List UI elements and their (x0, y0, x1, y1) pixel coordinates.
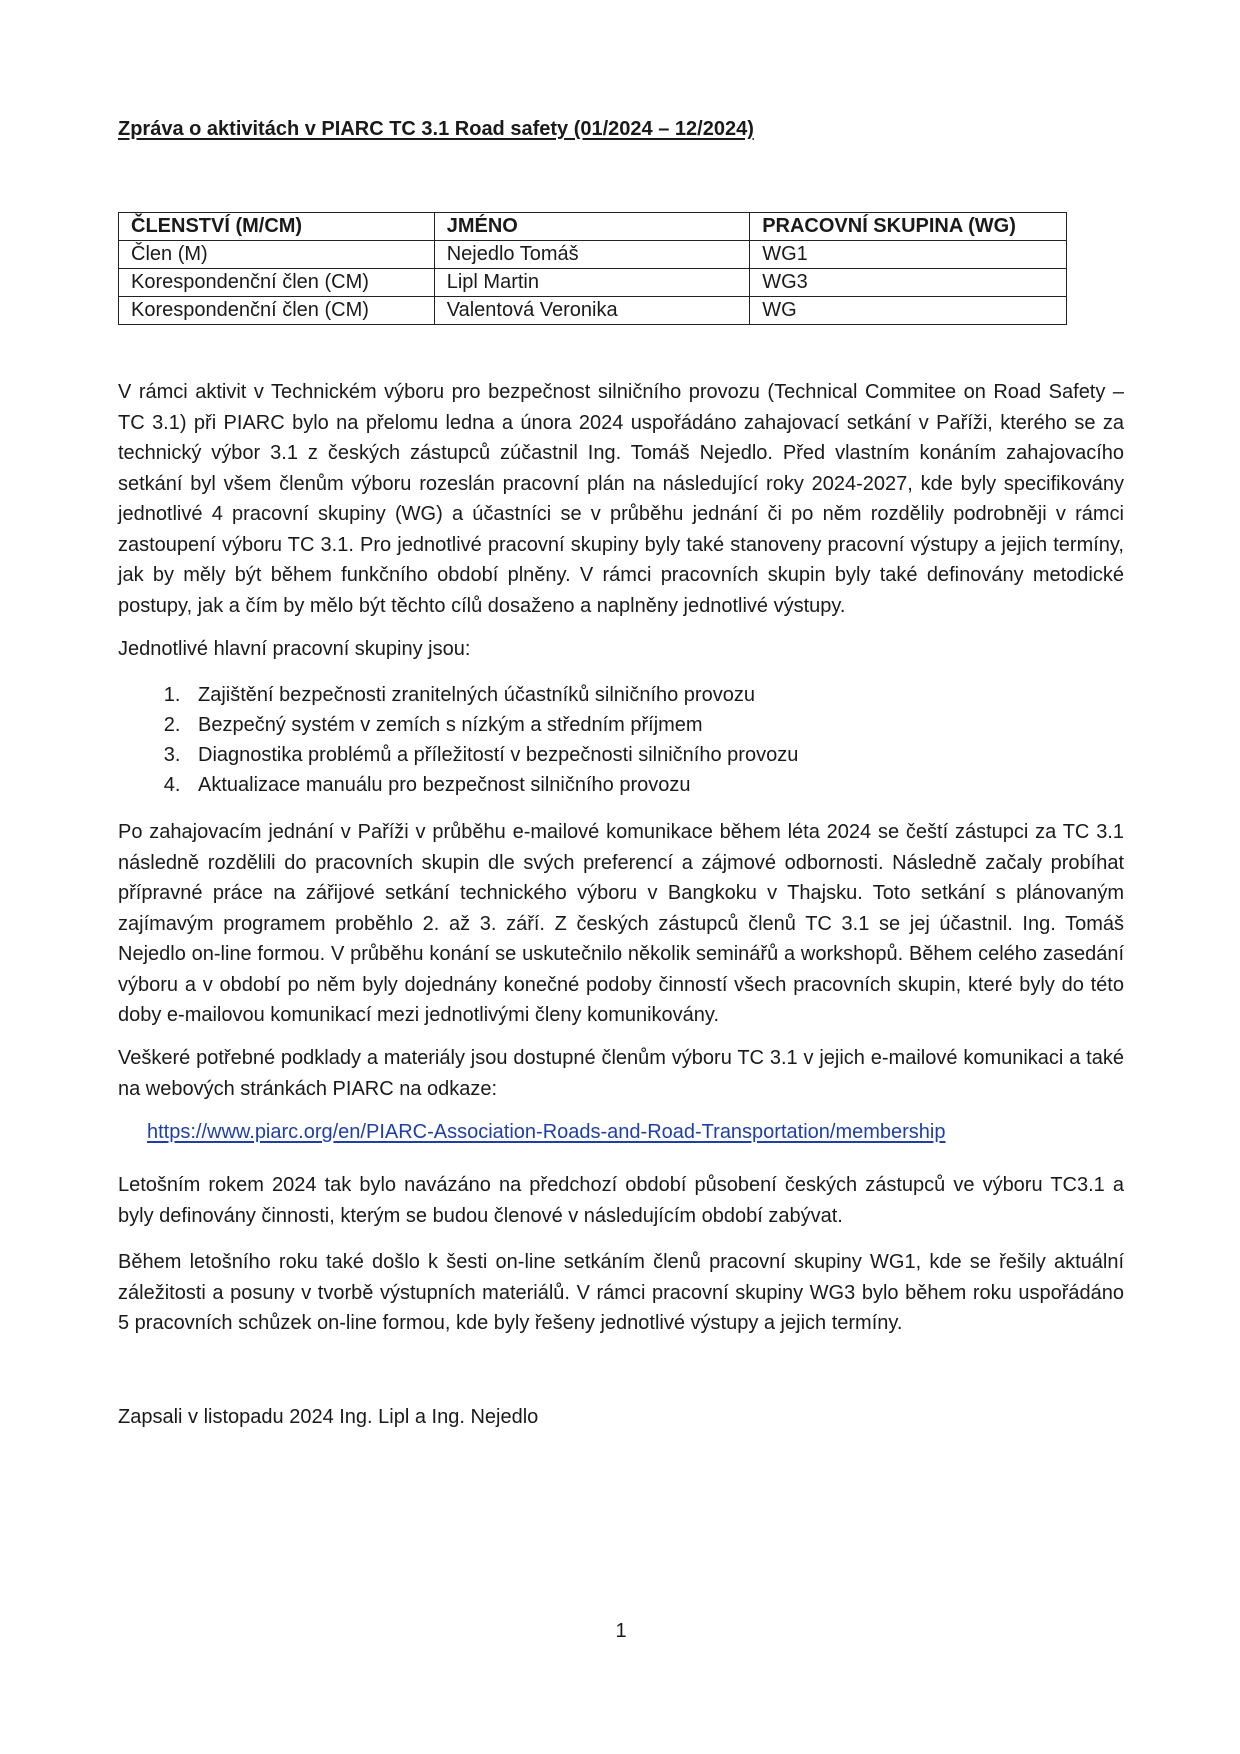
intro-paragraph: V rámci aktivit v Technickém výboru pro bezpečnost silničního provozu (Technical Commitee on Road Safety – TC 3.1) při PIARC bylo na přelomu ledna a února 2024 uspořádáno zahajovací setkání v Paříži, kterého se za technický výbor 3.1 z českých zástupců zúčastnil Ing. Tomáš Nejedlo. Před vlastním konáním zahajovacího setkání byl všem členům výboru rozeslán pracovní plán na následující roky 2024-2027, kde byly specifikovány jednotlivé 4 pracovní skupiny (WG) a účastníci se v průběhu jednání či po něm rozdělily podrobněji v rámci zastoupení výboru TC 3.1. Pro jednotlivé pracovní skupiny byly také stanoveny pracovní výstupy a jejich termíny, jak by měly být během funkčního období plněny. V rámci pracovních skupin byly také definovány metodické postupy, jak a čím by mělo být těchto cílů dosaženo a naplněny jednotlivé výstupy. (118, 381, 1124, 617)
cell-working-group: WG1 (750, 241, 1067, 269)
paris-paragraph: Po zahajovacím jednání v Paříži v průběhu e-mailové komunikace během léta 2024 se čeští zástupci za TC 3.1 následně rozdělili do pracovních skupin dle svých preferencí a zájmové odbornosti. Následně začaly probíhat přípravné práce na zářijové setkání technického výboru v Bangkoku v Thajsku. Toto setkání s plánovaným zajímavým programem proběhlo 2. až 3. září. Z českých zástupců členů TC 3.1 se jej účastnil. Ing. Tomáš Nejedlo on-line formou. V průběhu konání se uskutečnilo několik seminářů a workshopů. Během celého zasedání výboru a v období po něm byly dojednány konečné podoby činností všech pracovních skupin, které byly do této doby e-mailovou komunikací mezi jednotlivými členy komunikovány. (118, 821, 1124, 1026)
table-row (119, 269, 1067, 297)
cell-name: Nejedlo Tomáš (434, 241, 749, 269)
list-item: 2. Bezpečný systém v zemích s nízkým a středním příjmem (186, 710, 798, 740)
cell-name: Lipl Martin (434, 269, 749, 297)
cell-working-group: WG (750, 297, 1067, 325)
table-header-row (119, 213, 1067, 241)
list-item: 1. Zajištění bezpečnosti zranitelných účastníků silničního provozu (186, 680, 798, 710)
materials-paragraph: Veškeré potřebné podklady a materiály jsou dostupné členům výboru TC 3.1 v jejich e-mailové komunikaci a také na webových stránkách PIARC na odkaze: (118, 1047, 1124, 1100)
table-row (119, 241, 1067, 269)
report-title: Zpráva o aktivitách v PIARC TC 3.1 Road safety (01/2024 – 12/2024) (118, 118, 754, 140)
header-name: JMÉNO (434, 213, 749, 241)
header-membership: ČLENSTVÍ (M/CM) (119, 213, 435, 241)
header-working-group: PRACOVNÍ SKUPINA (WG) (750, 213, 1067, 241)
piarc-membership-link[interactable]: https://www.piarc.org/en/PIARC-Association-Roads-and-Road-Transportation/membership (147, 1121, 946, 1143)
list-item: 4. Aktualizace manuálu pro bezpečnost silničního provozu (186, 770, 798, 800)
meetings-paragraph: Během letošního roku také došlo k šesti on-line setkáním členů pracovní skupiny WG1, kde se řešily aktuální záležitosti a posuny v tvorbě výstupních materiálů. V rámci pracovní skupiny WG3 bylo během roku uspořádáno 5 pracovních schůzek on-line formou, kde byly řešeny jednotlivé výstupy a jejich termíny. (118, 1251, 1124, 1334)
document-page (118, 0, 1124, 1754)
continuation-paragraph: Letošním rokem 2024 tak bylo navázáno na předchozí období působení českých zástupců ve výboru TC3.1 a byly definovány činnosti, kterým se budou členové v následujícím období zabývat. (118, 1174, 1124, 1227)
cell-name: Valentová Veronika (434, 297, 749, 325)
members-table (118, 212, 1067, 325)
working-groups-list (156, 680, 798, 800)
list-item: 3. Diagnostika problémů a příležitostí v bezpečnosti silničního provozu (186, 740, 798, 770)
groups-intro-paragraph: Jednotlivé hlavní pracovní skupiny jsou: (118, 638, 471, 660)
cell-membership: Korespondenční člen (CM) (119, 297, 435, 325)
page-number: 1 (615, 1620, 627, 1642)
cell-membership: Člen (M) (119, 241, 435, 269)
cell-working-group: WG3 (750, 269, 1067, 297)
cell-membership: Korespondenční člen (CM) (119, 269, 435, 297)
table-row (119, 297, 1067, 325)
signature-line: Zapsali v listopadu 2024 Ing. Lipl a Ing. Nejedlo (118, 1406, 539, 1428)
